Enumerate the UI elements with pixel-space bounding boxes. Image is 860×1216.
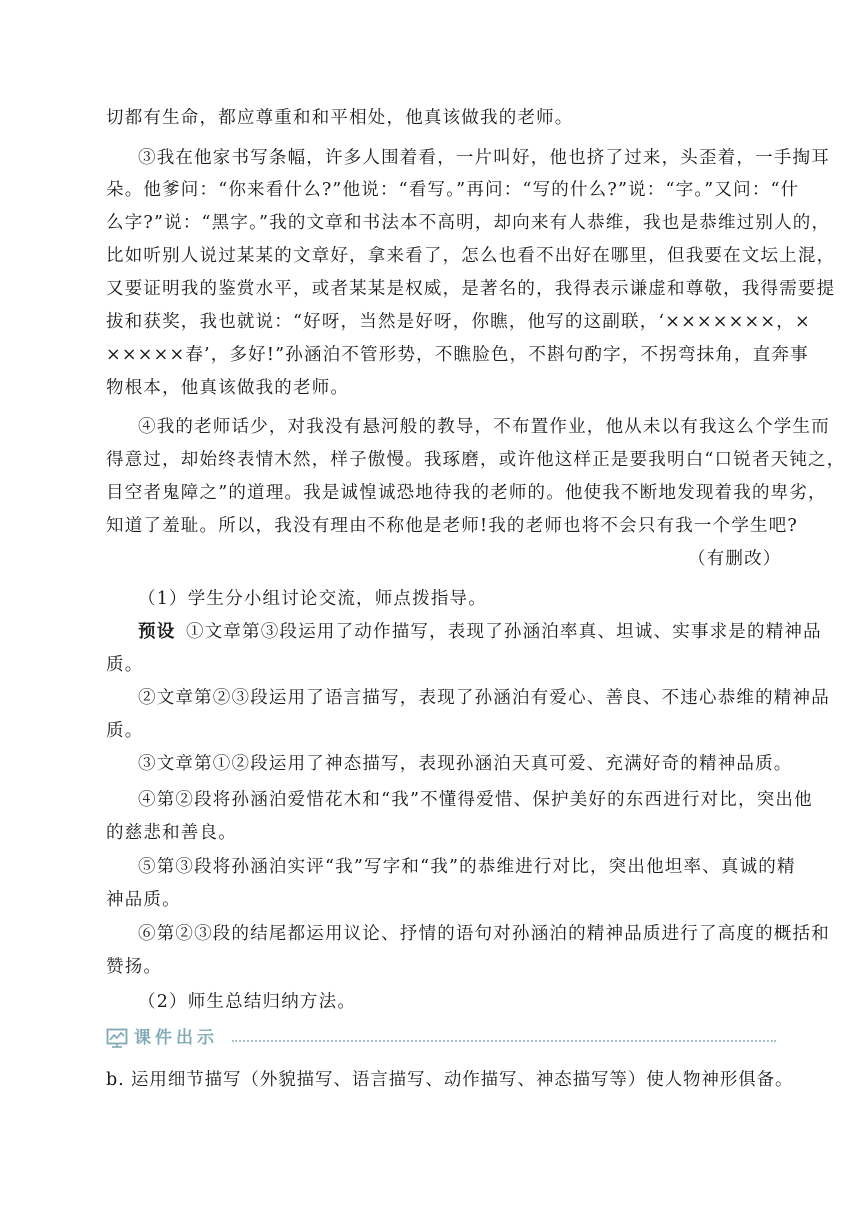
text-line: 目空者鬼障之”的道理。我是诚惶诚恐地待我的老师的。他使我不断地发现着我的卑劣， [106,483,827,503]
text-line: 物根本，他真该做我的老师。 [106,378,350,398]
text-line: 质。 [106,721,144,741]
text-line: ④第②段将孙涵泊爱惜花木和“我”不懂得爱惜、保护美好的东西进行对比，突出他 [138,790,813,810]
source-note: （有删改） [688,549,782,569]
text-line: 么字?”说：“黑字。”我的文章和书法本不高明，却向来有人恭维，我也是恭维过别人的， [106,213,831,233]
text-line: 切都有生命，都应尊重和和平相处，他真该做我的老师。 [106,108,574,128]
text-line: 的慈悲和善良。 [106,823,237,843]
text-line: ⑥第②③段的结尾都运用议论、抒情的语句对孙涵泊的精神品质进行了高度的概括和 [138,924,830,944]
text-line: （2）师生总结归纳方法。 [138,992,357,1012]
text-line: 拔和获奖，我也就说：“好呀，当然是好呀，你瞧，他写的这副联，‘×××××××，× [106,312,811,332]
text-line: b. 运用细节描写（外貌描写、语言描写、动作描写、神态描写等）使人物神形俱备。 [106,1070,794,1090]
text-line: 朵。他爹问：“你来看什么?”他说：“看写。”再问：“写的什么?”说：“字。”又问：“什 [106,180,800,200]
text-line: ⑤第③段将孙涵泊实评“我”写字和“我”的恭维进行对比，突出他坦率、真诚的精 [138,857,796,877]
text-line: 又要证明我的鉴赏水平，或者某某是权威，是著名的，我得表示谦虚和尊敬，我得需要提 [106,279,836,299]
text-line: 神品质。 [106,890,181,910]
section-header [106,1026,776,1050]
chart-board-icon [106,1028,128,1048]
text-line: 赞扬。 [106,957,163,977]
text-line: ③我在他家书写条幅，许多人围着看，一片叫好，他也挤了过来，头歪着，一手掏耳 [138,148,830,168]
text-line: 得意过，却始终表情木然，样子傲慢。我琢磨，或许他这样正是要我明白“口锐者天钝之， [106,450,846,470]
text-line: 知道了羞耻。所以，我没有理由不称他是老师!我的老师也将不会只有我一个学生吧? [106,516,799,536]
text-line: ×××××春’，多好!”孙涵泊不管形势，不瞧脸色，不斟句酌字，不拐弯抹角，直奔事 [106,345,809,365]
section-title: 课件出示 [134,1028,218,1048]
text-line: ③文章第①②段运用了神态描写，表现孙涵泊天真可爱、充满好奇的精神品质。 [138,754,793,774]
text-line: 比如听别人说过某某的文章好，拿来看了，怎么也看不出好在哪里，但我要在文坛上混， [106,246,836,266]
text-line: ④我的老师话少，对我没有悬河般的教导，不布置作业，他从未以有我这么个学生而 [138,417,830,437]
text-line: ①文章第③段运用了动作描写，表现了孙涵泊率真、坦诚、实事求是的精神品 [186,622,822,642]
preset-label: 预设 [138,622,176,642]
text-line: ②文章第②③段运用了语言描写，表现了孙涵泊有爱心、善良、不违心恭维的精神品 [138,688,830,708]
header-divider [232,1040,776,1042]
text-line: 质。 [106,655,144,675]
text-line: （1）学生分小组讨论交流，师点拨指导。 [138,589,487,609]
